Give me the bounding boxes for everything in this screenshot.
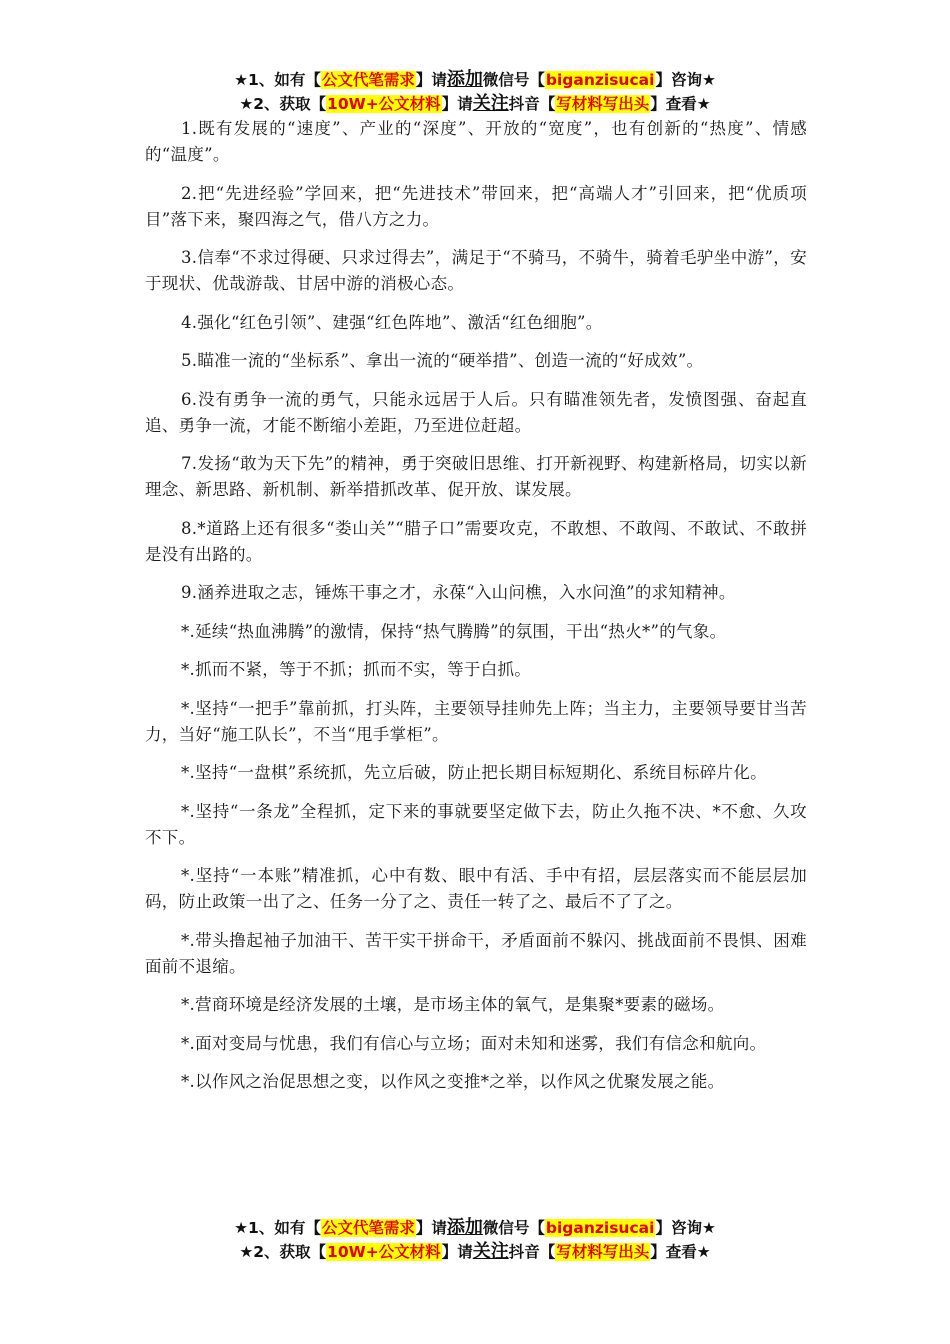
bottom-promo-banner [0, 1216, 950, 1264]
promo-text: ★1、如有【 [234, 71, 321, 89]
promo-highlight: 10W+公文材料 [327, 1243, 441, 1261]
paragraph: 6.没有勇争一流的勇气，只能永远居于人后。只有瞄准领先者，发愤图强、奋起直追、勇争一流，才能不断缩小差距，乃至进位赶超。 [145, 389, 807, 435]
paragraph: *.抓而不紧，等于不抓；抓而不实，等于白抓。 [181, 660, 532, 679]
promo-text: ★1、如有【 [234, 1219, 321, 1237]
promo-text: ★2、获取【 [239, 1243, 327, 1261]
paragraph: 3.信奉“不求过得硬、只求过得去”，满足于“不骑马，不骑牛，骑着毛驴坐中游”，安于现状、优哉游哉、甘居中游的消极心态。 [145, 248, 807, 293]
promo-highlight: 10W+公文材料 [327, 95, 441, 113]
promo-line-2 [0, 92, 950, 116]
paragraph: *.延续“热血沸腾”的激情，保持“热气腾腾”的氛围，干出“热火*”的气象。 [181, 621, 727, 641]
promo-emphasis: 添加 [446, 69, 483, 90]
promo-text: 抖音【 [508, 95, 556, 113]
promo-text: 微信号【 [482, 1219, 545, 1237]
promo-text: 】咨询★ [655, 71, 716, 89]
promo-text: 抖音【 [508, 1243, 556, 1261]
promo-highlight: 公文代笔需求 [321, 1219, 415, 1237]
paragraph: *.面对变局与忧患，我们有信心与立场；面对未知和迷雾，我们有信念和航向。 [181, 1033, 767, 1053]
promo-text: 】查看★ [650, 95, 711, 113]
paragraph: *.以作风之治促思想之变，以作风之变推*之举，以作风之优聚发展之能。 [181, 1072, 725, 1091]
promo-text: 】咨询★ [655, 1219, 716, 1237]
paragraph: *.带头撸起袖子加油干、苦干实干拼命干，矛盾面前不躲闪、挑战面前不畏惧、困难面前不退缩。 [145, 930, 807, 976]
promo-emphasis: 添加 [446, 1217, 483, 1238]
paragraph: 1.既有发展的“速度”、产业的“深度”、开放的“宽度”，也有创新的“热度”、情感的“温度”。 [145, 119, 807, 164]
paragraph: 9.涵养进取之志，锤炼干事之才，永葆“入山问樵，入水问渔”的求知精神。 [181, 583, 736, 602]
promo-line-1 [0, 68, 950, 92]
paragraph: 5.瞄准一流的“坐标系”、拿出一流的“硬举措”、创造一流的“好成效”。 [181, 351, 704, 370]
promo-highlight: 公文代笔需求 [321, 71, 415, 89]
promo-emphasis: 关注 [472, 1241, 509, 1262]
paragraph: *.坚持“一条龙”全程抓，定下来的事就要坚定做下去，防止久拖不决、*不愈、久攻不下。 [145, 801, 807, 847]
promo-text: 】请 [441, 1243, 473, 1261]
promo-text: 微信号【 [482, 71, 545, 89]
top-promo-banner [0, 68, 950, 116]
promo-line-1 [0, 1216, 950, 1240]
promo-text: ★2、获取【 [239, 95, 327, 113]
paragraph: *.坚持“一把手”靠前抓，打头阵，主要领导挂帅先上阵；当主力，主要领导要甘当苦力，当好“施工队长”，不当“甩手掌柜”。 [145, 698, 807, 744]
douyin-id-highlight: 写材料写出头 [556, 95, 650, 113]
paragraph: *.营商环境是经济发展的土壤，是市场主体的氧气，是集聚*要素的磁场。 [181, 995, 725, 1014]
paragraph: 4.强化“红色引领”、建强“红色阵地”、激活“红色细胞”。 [181, 312, 603, 332]
promo-emphasis: 关注 [472, 93, 509, 114]
douyin-id-highlight: 写材料写出头 [556, 1243, 650, 1261]
document-body [145, 116, 807, 1108]
promo-text: 】请 [415, 71, 447, 89]
promo-text: 】查看★ [650, 1243, 711, 1261]
promo-line-2 [0, 1240, 950, 1264]
paragraph: *.坚持“一盘棋”系统抓，先立后破，防止把长期目标短期化、系统目标碎片化。 [181, 763, 767, 782]
promo-text: 】请 [441, 95, 473, 113]
wechat-id-highlight: biganzisucai [545, 71, 655, 89]
paragraph: 2.把“先进经验”学回来，把“先进技术”带回来，把“高端人才”引回来，把“优质项目”落下来，聚四海之气，借八方之力。 [145, 183, 807, 229]
paragraph: 8.*道路上还有很多“娄山关”“腊子口”需要攻克，不敢想、不敢闯、不敢试、不敢拼是没有出路的。 [145, 518, 807, 564]
promo-text: 】请 [415, 1219, 447, 1237]
wechat-id-highlight: biganzisucai [545, 1219, 655, 1237]
paragraph: *.坚持“一本账”精准抓，心中有数、眼中有活、手中有招，层层落实而不能层层加码，防止政策一出了之、任务一分了之、责任一转了之、最后不了了之。 [145, 866, 807, 911]
paragraph: 7.发扬“敢为天下先”的精神，勇于突破旧思维、打开新视野、构建新格局，切实以新理念、新思路、新机制、新举措抓改革、促开放、谋发展。 [145, 454, 807, 499]
